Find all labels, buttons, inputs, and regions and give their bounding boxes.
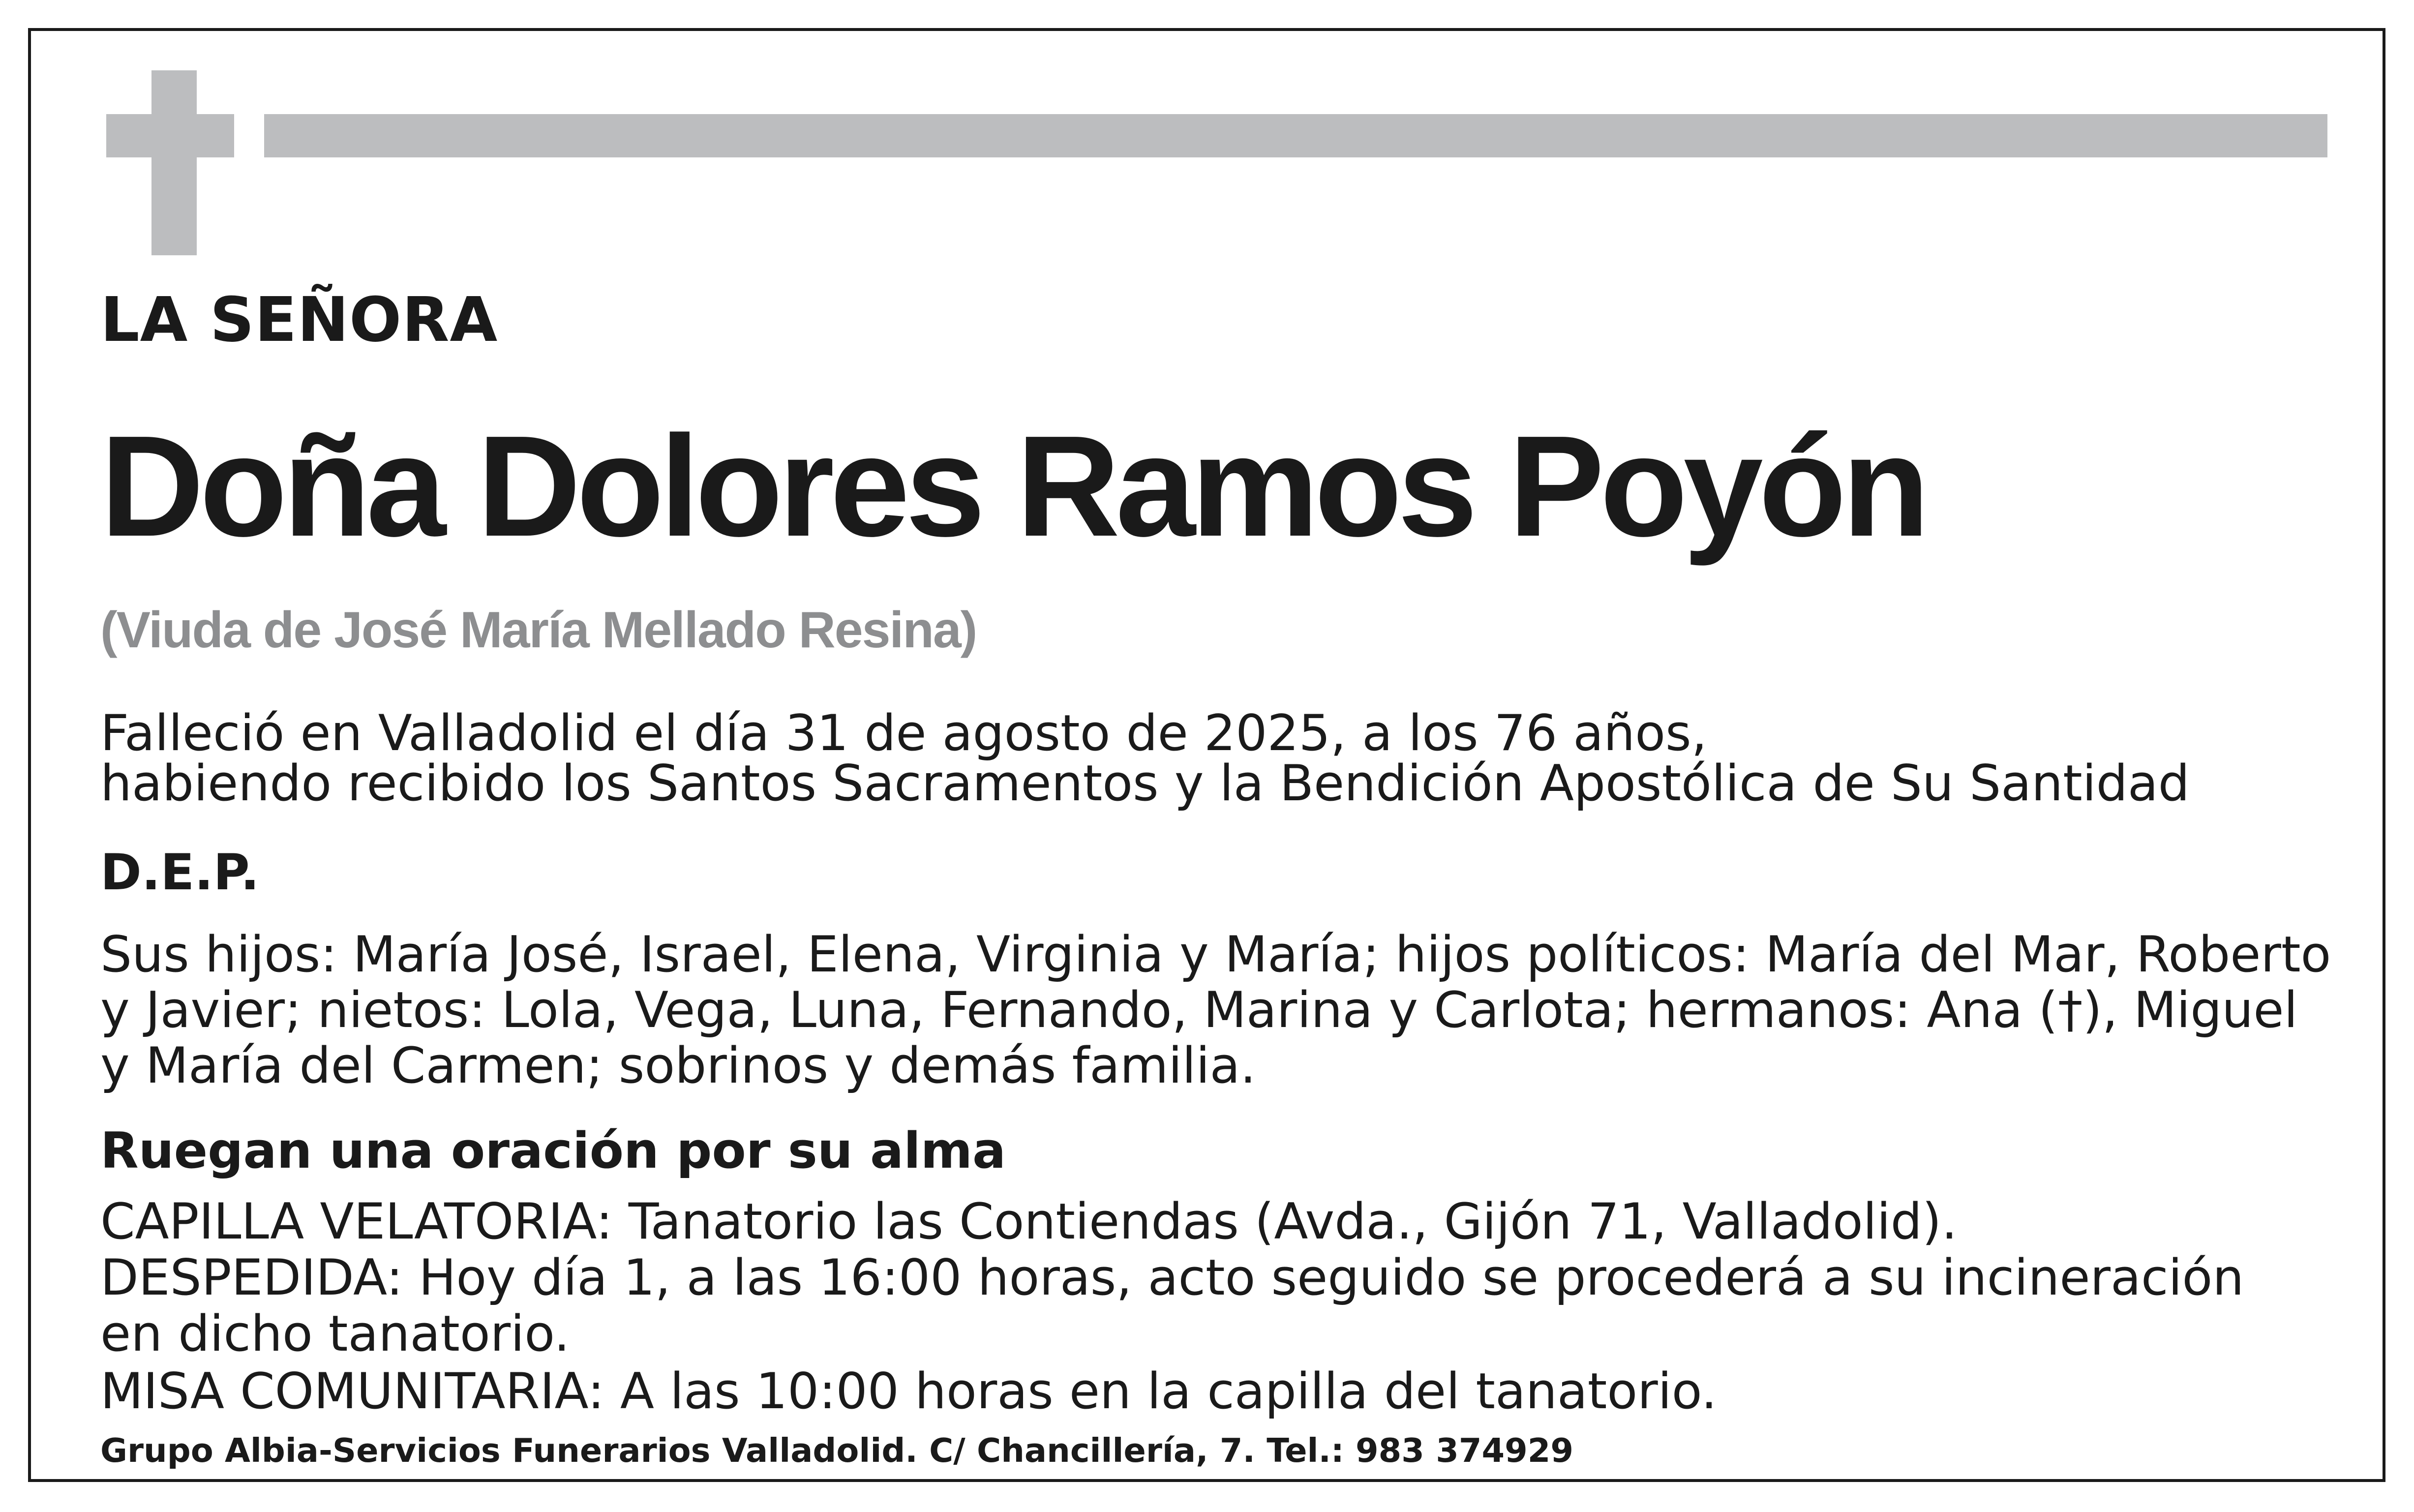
deceased-name: Doña Dolores Ramos Poyón xyxy=(100,406,1926,566)
services-line-4: MISA COMUNITARIA: A las 10:00 horas en la capilla del tanatorio. xyxy=(100,1362,1717,1420)
prayer-request: Ruegan una oración por su alma xyxy=(100,1121,1006,1179)
family-line-1: Sus hijos: María José, Israel, Elena, Virginia y María; hijos políticos: María del Mar, Roberto xyxy=(100,925,2331,983)
funeral-home-footer: Grupo Albia-Servicios Funerarios Valladolid. C/ Chancillería, 7. Tel.: 983 374929 xyxy=(100,1431,1573,1470)
family-line-2: y Javier; nietos: Lola, Vega, Luna, Fernando, Marina y Carlota; hermanos: Ana (†), Miguel xyxy=(100,981,2298,1039)
death-line-2: habiendo recibido los Santos Sacramentos y la Bendición Apostólica de Su Santidad xyxy=(100,754,2190,812)
family-line-3: y María del Carmen; sobrinos y demás familia. xyxy=(100,1036,1256,1094)
services-line-1: CAPILLA VELATORIA: Tanatorio las Contiendas (Avda., Gijón 71, Valladolid). xyxy=(100,1192,1958,1250)
cross-horizontal-bar xyxy=(106,114,234,157)
services-line-2: DESPEDIDA: Hoy día 1, a las 16:00 horas, acto seguido se procederá a su incineración xyxy=(100,1248,2244,1306)
cross-vertical-bar xyxy=(151,70,197,255)
rip-label: D.E.P. xyxy=(100,843,260,901)
death-line-1: Falleció en Valladolid el día 31 de agosto de 2025, a los 76 años, xyxy=(100,704,1707,762)
services-line-3: en dicho tanatorio. xyxy=(100,1304,570,1362)
widow-note: (Viuda de José María Mellado Resina) xyxy=(100,602,977,659)
salutation: LA SEÑORA xyxy=(100,284,498,356)
header-rule xyxy=(264,114,2327,157)
